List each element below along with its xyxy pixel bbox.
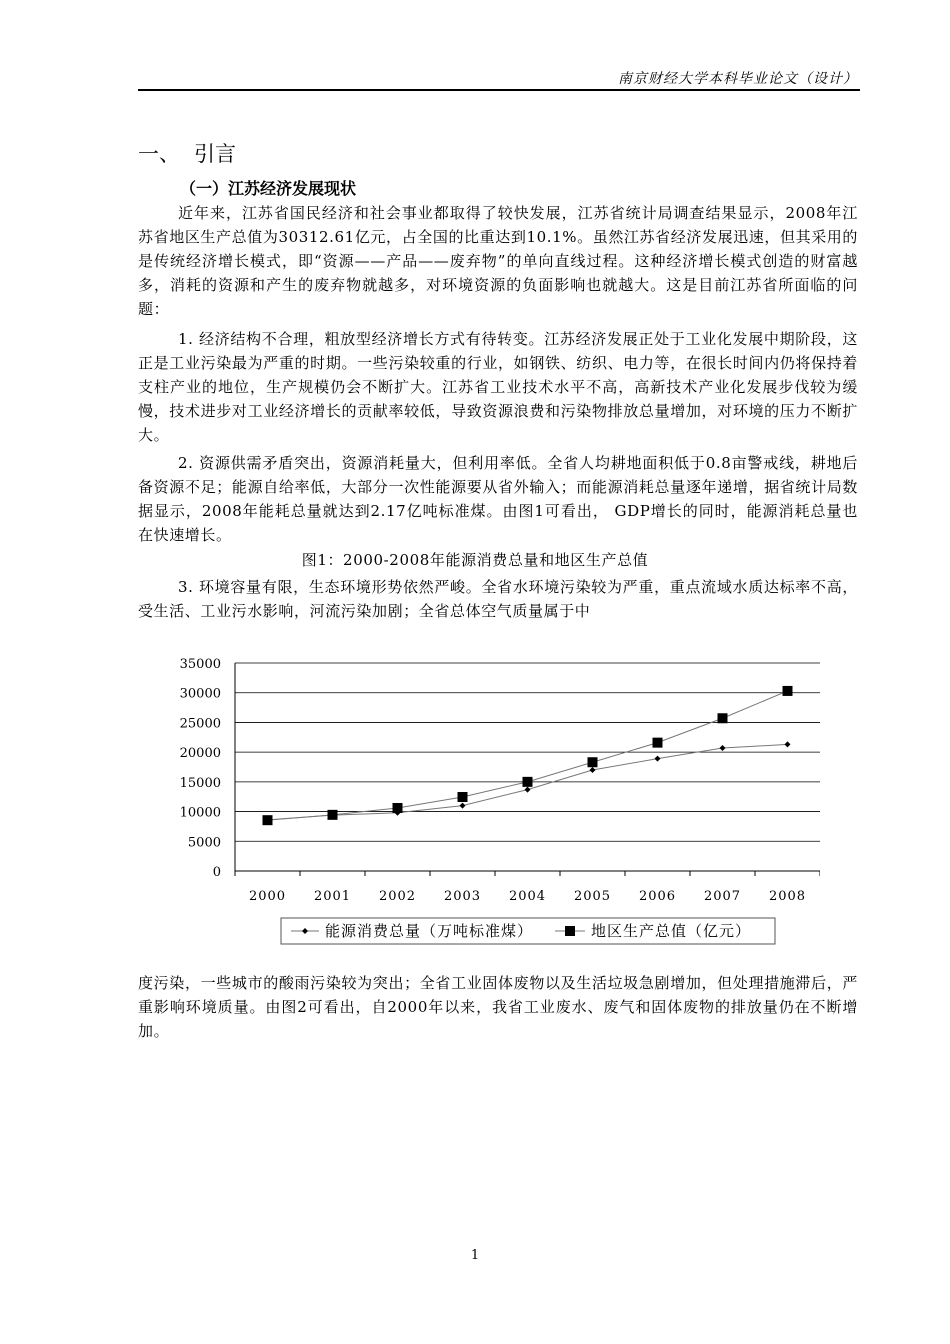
data-point-gdp [718, 713, 728, 723]
y-tick-label: 30000 [179, 686, 221, 702]
x-tick-label: 2007 [703, 889, 742, 904]
data-point-gdp [653, 738, 663, 748]
x-tick-label: 2002 [378, 889, 417, 904]
y-tick-label: 5000 [187, 835, 221, 851]
data-point-gdp [458, 792, 468, 802]
page-header [138, 68, 860, 88]
header-rule [138, 89, 860, 91]
legend-label-gdp: 地区生产总值（亿元） [591, 922, 752, 940]
x-tick-label: 2003 [443, 889, 482, 904]
section-number: 一、 [138, 142, 180, 166]
x-tick-label: 2005 [573, 889, 612, 904]
paragraph-4: 3. 环境容量有限，生态环境形势依然严峻。全省水环境污染较为严重，重点流域水质达标率不高，受生活、工业污水影响，河流污染加剧；全省总体空气质量属于中 [138, 578, 858, 620]
paragraph-5: 度污染，一些城市的酸雨污染较为突出；全省工业固体废物以及生活垃圾急剧增加，但处理措施滞后，严重影响环境质量。由图2可看出，自2000年以来，我省工业废水、废气和固体废物的排放量仍在不断增加。 [138, 974, 858, 1040]
y-tick-label: 15000 [179, 775, 221, 791]
x-tick-label: 2006 [638, 889, 677, 904]
data-point-energy [460, 803, 466, 809]
line-chart [160, 640, 820, 950]
x-tick-label: 2000 [248, 889, 287, 904]
data-point-gdp [783, 686, 793, 696]
x-tick-label: 2004 [508, 889, 547, 904]
x-tick-label: 2008 [768, 889, 807, 904]
y-tick-label: 35000 [179, 657, 221, 672]
data-point-gdp [393, 803, 403, 813]
data-point-energy [590, 767, 596, 773]
data-point-energy [720, 745, 726, 751]
figure-caption: 图1：2000-2008年能源消费总量和地区生产总值 [301, 551, 649, 569]
x-tick-label: 2001 [313, 889, 352, 904]
paragraph-1: 近年来，江苏省国民经济和社会事业都取得了较快发展，江苏省统计局调查结果显示，2008年江苏省地区生产总值为30312.61亿元，占全国的比重达到10.1%。虽然江苏省经济发展迅速，但其采用的是传统经济增长模式，即“资源——产品——废弃物”的单向直线过程。这种经济增长模式创造的财富越多，消耗的资源和产生的废弃物就越多，对环境资源的负面影响也就越大。这是目前江苏省所面临的问题： [138, 204, 858, 318]
paragraph-3: 2. 资源供需矛盾突出，资源消耗量大，但利用率低。全省人均耕地面积低于0.8亩警戒线，耕地后备资源不足；能源自给率低，大部分一次性能源要从省外输入；而能源消耗总量逐年递增，据省统计局数据显示，2008年能耗总量就达到2.17亿吨标准煤。由图1可看出， GDP增长的同时，能源消耗总量也在快速增长。 [138, 454, 858, 544]
y-tick-label: 25000 [179, 716, 221, 732]
data-point-gdp [588, 757, 598, 767]
header-title: 南京财经大学本科毕业论文（设计） [618, 71, 858, 87]
page-number: 1 [470, 1248, 480, 1263]
data-point-energy [785, 741, 791, 747]
paragraph-2: 1. 经济结构不合理，粗放型经济增长方式有待转变。江苏经济发展正处于工业化发展中期阶段，这正是工业污染最为严重的时期。一些污染较重的行业，如钢铁、纺织、电力等，在很长时间内仍将保持着支柱产业的地位，生产规模仍会不断扩大。江苏省工业技术水平不高，高新技术产业化发展步伐较为缓慢，技术进步对工业经济增长的贡献率较低，导致资源浪费和污染物排放总量增加，对环境的压力不断扩大。 [138, 330, 858, 444]
y-tick-label: 0 [212, 865, 221, 880]
legend-label-energy: 能源消费总量（万吨标准煤） [325, 922, 534, 940]
data-point-energy [525, 787, 531, 793]
section-title: 引言 [194, 142, 236, 166]
data-point-energy [655, 756, 661, 762]
legend-marker-gdp [565, 926, 575, 936]
y-tick-label: 20000 [179, 746, 221, 762]
data-point-gdp [263, 815, 273, 825]
subsection-heading: （一）江苏经济发展现状 [180, 179, 357, 198]
data-point-gdp [328, 810, 338, 820]
y-tick-label: 10000 [179, 805, 221, 821]
series-line [268, 691, 788, 820]
section-heading [138, 138, 236, 168]
data-point-gdp [523, 777, 533, 787]
